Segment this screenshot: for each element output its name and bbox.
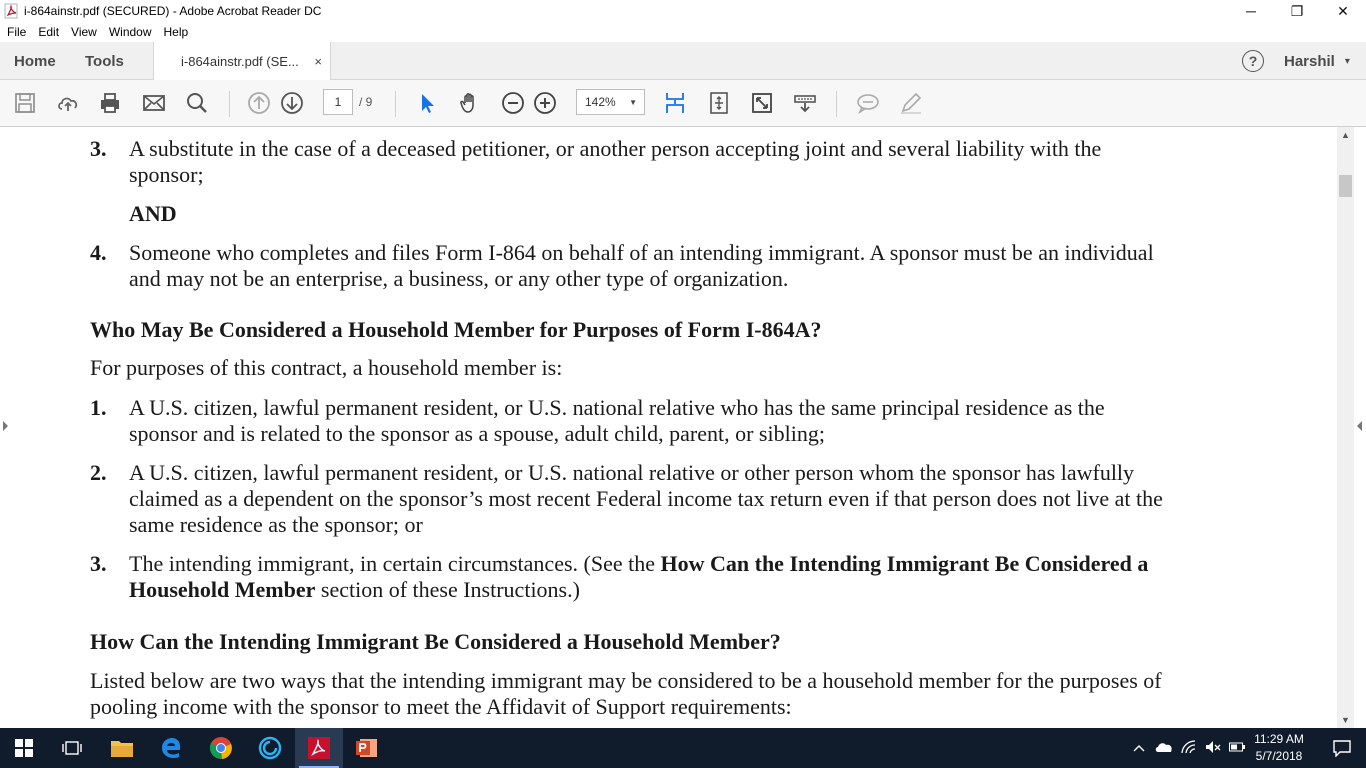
task-view-icon[interactable]	[48, 728, 96, 768]
menu-window[interactable]: Window	[108, 25, 152, 39]
onedrive-icon[interactable]	[1155, 741, 1173, 756]
chrome-icon[interactable]	[197, 728, 245, 768]
list-number: 1.	[90, 395, 107, 420]
menu-bar	[0, 22, 193, 42]
chevron-down-icon: ▼	[629, 97, 637, 107]
system-tray	[1133, 728, 1245, 768]
text-line: sponsor;	[129, 162, 204, 187]
windows-start-icon[interactable]	[0, 728, 48, 768]
upload-cloud-icon[interactable]	[55, 90, 81, 116]
text-line: claimed as a dependent on the sponsor’s most recent Federal income tax return even if that person does not live at the	[129, 486, 1163, 511]
window-title: i-864ainstr.pdf (SECURED) - Adobe Acrobat Reader DC	[24, 4, 322, 18]
page-number-input[interactable]: 1	[323, 89, 353, 115]
clock-time: 11:29 AM	[1254, 732, 1304, 746]
clock-date: 5/7/2018	[1255, 749, 1303, 763]
close-tab-icon[interactable]: ×	[314, 54, 322, 69]
menu-file[interactable]: File	[7, 25, 27, 39]
page-total: / 9	[359, 95, 373, 109]
text-line: and may not be an enterprise, a business, or any other type of organization.	[129, 266, 789, 291]
text-line: sponsor and is related to the sponsor as a spouse, adult child, parent, or sibling;	[129, 421, 825, 446]
file-explorer-icon[interactable]	[98, 728, 146, 768]
taskbar	[0, 728, 1366, 768]
text-line: Listed below are two ways that the intending immigrant may be considered to be a household member for the purposes of	[90, 668, 1162, 693]
title-bar	[0, 0, 1366, 22]
page-layout-icon[interactable]	[662, 90, 688, 116]
bold-reference: Household Member	[129, 577, 316, 602]
volume-muted-icon[interactable]	[1205, 740, 1221, 757]
restore-button[interactable]: ❐	[1290, 2, 1304, 19]
app-refresh-icon[interactable]	[246, 728, 294, 768]
menu-help[interactable]: Help	[163, 25, 189, 39]
document-viewport[interactable]	[0, 127, 1366, 728]
paragraph	[90, 668, 1260, 720]
list-number: 4.	[90, 240, 107, 265]
expand-right-pane-icon[interactable]	[1357, 421, 1362, 431]
print-icon[interactable]	[97, 90, 123, 116]
clock[interactable]	[1247, 731, 1311, 765]
paragraph: For purposes of this contract, a household member is:	[90, 355, 563, 380]
tab-tools[interactable]: Tools	[85, 52, 124, 70]
close-window-button[interactable]: ✕	[1337, 2, 1349, 19]
zoom-in-icon[interactable]	[532, 90, 558, 116]
minimize-button[interactable]: ─	[1246, 3, 1256, 19]
tab-bar	[0, 42, 1366, 80]
expand-left-pane-icon[interactable]	[3, 421, 8, 431]
user-name: Harshil	[1284, 52, 1335, 70]
tab-document[interactable]	[153, 42, 331, 81]
scroll-up-icon[interactable]: ▲	[1341, 130, 1350, 140]
list-number: 2.	[90, 460, 107, 485]
bold-reference: How Can the Intending Immigrant Be Considered a	[660, 551, 1149, 576]
scroll-down-icon[interactable]: ▼	[1341, 715, 1350, 725]
text-run: The intending immigrant, in certain circumstances. (See the	[129, 551, 661, 576]
zoom-value: 142%	[585, 95, 616, 109]
tab-home[interactable]: Home	[14, 52, 56, 70]
acrobat-app-icon	[4, 3, 20, 19]
menu-edit[interactable]: Edit	[38, 25, 60, 39]
toolbar	[0, 80, 1366, 127]
select-cursor-icon[interactable]	[414, 90, 440, 116]
section-heading: Who May Be Considered a Household Member for Purposes of Form I-864A?	[90, 317, 822, 342]
highlight-pen-icon[interactable]	[898, 90, 924, 116]
user-menu[interactable]	[1284, 42, 1350, 80]
wifi-icon[interactable]	[1181, 740, 1197, 757]
previous-page-icon[interactable]	[246, 90, 272, 116]
acrobat-taskbar-icon[interactable]	[295, 728, 343, 768]
text-line: A U.S. citizen, lawful permanent resident, or U.S. national relative who has the same principal residence as the	[129, 395, 1105, 420]
text-line: A U.S. citizen, lawful permanent resident, or U.S. national relative or other person whom the sponsor has lawfully	[129, 460, 1135, 485]
full-screen-icon[interactable]	[749, 90, 775, 116]
text-line: A substitute in the case of a deceased petitioner, or another person accepting joint and several liability with the	[129, 136, 1102, 161]
vertical-scrollbar[interactable]	[1337, 127, 1354, 728]
fit-page-icon[interactable]	[706, 90, 732, 116]
text-line: Someone who completes and files Form I-864 on behalf of an intending immigrant. A sponsor must be an individual	[129, 240, 1154, 265]
text-line: pooling income with the sponsor to meet the Affidavit of Support requirements:	[90, 694, 792, 719]
chevron-up-icon[interactable]	[1133, 741, 1145, 755]
read-mode-icon[interactable]	[792, 90, 818, 116]
email-icon[interactable]	[141, 90, 167, 116]
section-heading: How Can the Intending Immigrant Be Considered a Household Member?	[90, 629, 781, 654]
hand-tool-icon[interactable]	[457, 90, 483, 116]
comment-icon[interactable]	[855, 90, 881, 116]
powerpoint-icon[interactable]	[343, 728, 391, 768]
notifications-icon[interactable]	[1318, 728, 1366, 768]
zoom-select[interactable]	[576, 89, 645, 115]
list-number: 3.	[90, 136, 107, 161]
document-tab-label: i-864ainstr.pdf (SE...	[181, 54, 299, 69]
save-icon[interactable]	[12, 90, 38, 116]
search-icon[interactable]	[184, 90, 210, 116]
text-line: same residence as the sponsor; or	[129, 512, 423, 537]
edge-browser-icon[interactable]	[147, 728, 195, 768]
next-page-icon[interactable]	[279, 90, 305, 116]
menu-view[interactable]: View	[71, 25, 97, 39]
help-icon[interactable]: ?	[1242, 50, 1264, 72]
scroll-thumb[interactable]	[1339, 175, 1352, 197]
text-run: section of these Instructions.)	[315, 577, 580, 602]
zoom-out-icon[interactable]	[500, 90, 526, 116]
and-connector: AND	[129, 201, 177, 226]
chevron-down-icon: ▾	[1344, 55, 1350, 67]
battery-icon[interactable]	[1229, 741, 1245, 755]
list-number: 3.	[90, 551, 107, 576]
